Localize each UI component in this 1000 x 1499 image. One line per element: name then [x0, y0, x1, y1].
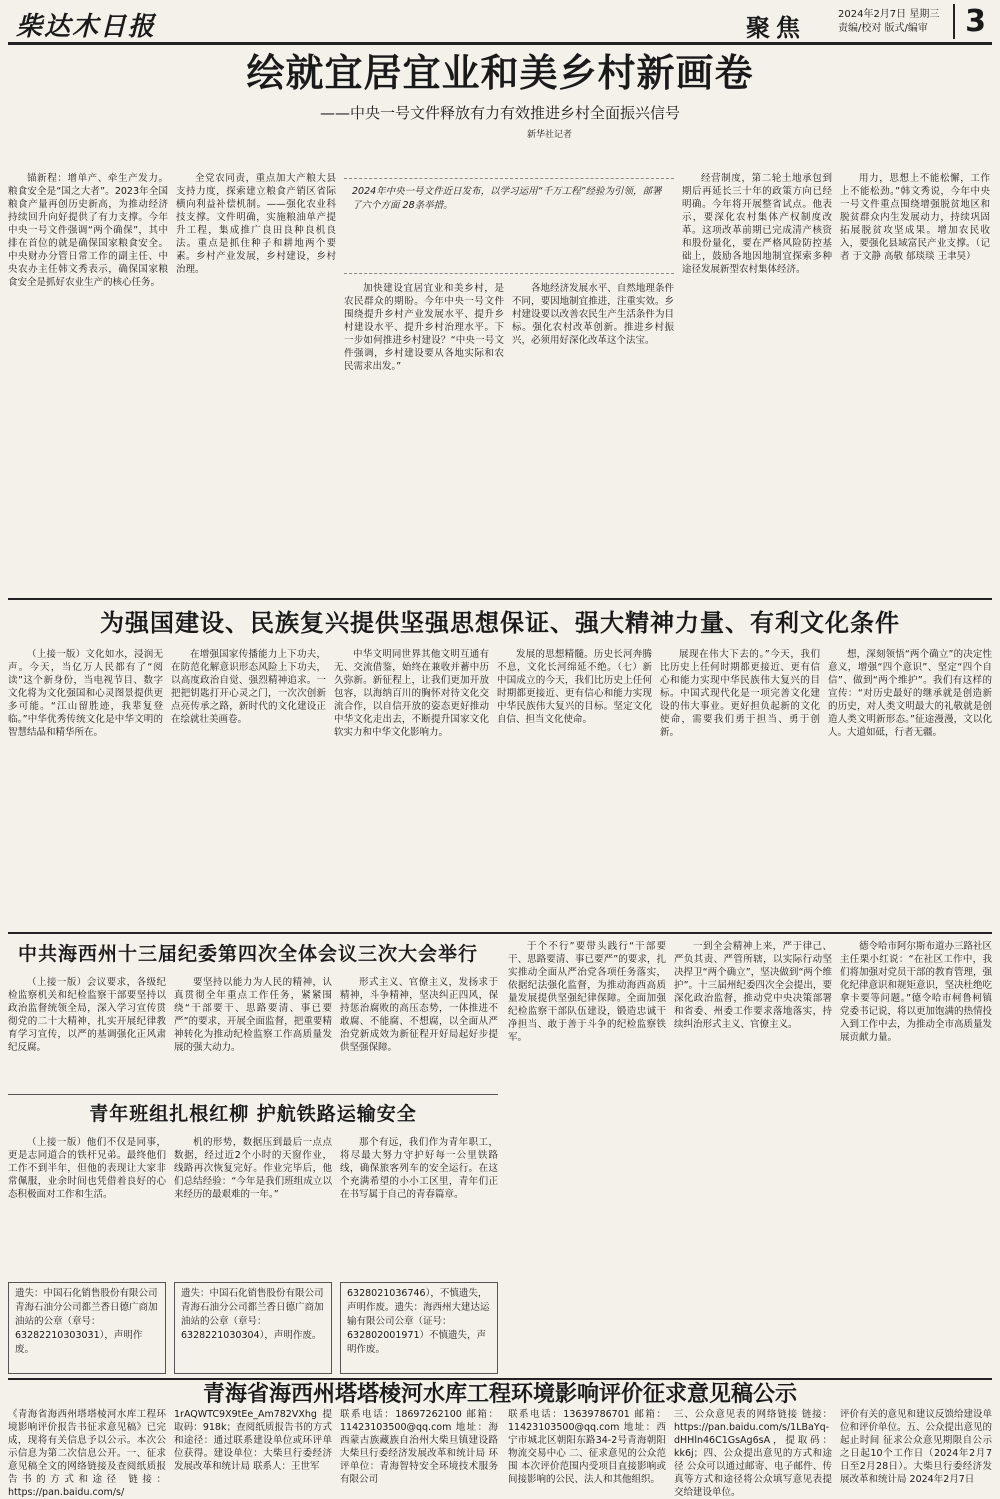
- lead-headline: 绘就宜居宜业和美乡村新画卷: [246, 50, 754, 95]
- lead-column-6: [840, 172, 990, 592]
- newspaper-logo: 柴达木日报: [16, 12, 157, 42]
- culture-column-3: [334, 648, 489, 928]
- eia-column-6: [840, 1408, 993, 1485]
- lost-notice-text: 遗失：中国石化销售股份有限公司青海石油分公司都兰香日德广商加油站的公章（章号：63282210303031），声明作废。: [15, 1288, 158, 1355]
- lead-quote-box: [344, 178, 674, 274]
- lead-col2-text: 全党农同责，重点加大产粮大县支持力度，探索建立粮食产销区省际横向利益补偿机制。——强化农业科技支撑。文件明确，实施粮油单产提升工程，集成推广良田良种良机良法。重点是抓住种子和耕地两个要素。乡村产业发展，乡村建设，乡村治理。: [176, 173, 336, 275]
- eia-col6-text: 评价有关的意见和建议反馈给建设单位和评价单位。五、公众提出意见的起止时间 征求公众意见期限自公示之日起10个工作日（2024年2月7日至2月28日）。大柴旦行委经济发展改革和统计局 2024年2月7日: [840, 1409, 993, 1485]
- lead-column-3: [344, 282, 504, 592]
- lead-col1-text: 锚新程：增单产、牵生产发力。粮食安全是“国之大者”。2023年全国粮食产量再创历史新高，为推动经济持续回升向好提供了有力支撑。今年中央一号文件强调“两个确保”，其中排在首位的就是确保国家粮食安全。中央财办分管日常工作的副主任、中央农办主任韩文秀表示，确保国家粮食安全是抓好农业生产的核心任务。: [8, 173, 168, 288]
- discipline-column-3: [840, 940, 992, 1370]
- section-name: 聚焦: [746, 13, 806, 42]
- discipline-col3-text: 德令哈市阿尔斯布道办三路社区主任栗小红说：“在社区工作中，我们将加强对党员干部的教育管理，强化纪律意识和规矩意识，坚决杜绝吃拿卡要等问题。”德令哈市柯鲁柯镇党委书记说，将以更加饱满的热情投入到工作中去，为推动全市高质量发展贡献力量。: [840, 941, 993, 1043]
- eia-col3-text: 联系电话：18697262100 邮箱：11423103500@qq.com 地址：海西蒙古族藏族自治州大柴旦镇建设路大柴旦行委经济发展改革和统计局 环评单位：青海智特安全环境技术服务有限公司: [340, 1409, 498, 1485]
- culture-column-6: [828, 648, 992, 928]
- railway-col2-text: 机的形势，数据压到最后一点点数据，经过近2个小时的天窗作业，线路再次恢复完好。作业完毕后，他们总结经验：“今年是我们班组成立以来经历的最艰难的一年。”: [174, 1137, 332, 1200]
- culture-column-1: [8, 648, 163, 928]
- eia-column-4: [508, 1408, 666, 1485]
- lead-byline: 新华社记者: [526, 130, 572, 140]
- eia-column-5: [674, 1408, 832, 1498]
- discipline-column-2: [674, 940, 832, 1370]
- lead-deck: ——中央一号文件释放有力有效推进乡村全面振兴信号: [319, 104, 680, 122]
- eia-notice-headline: 青海省海西州塔塔棱河水库工程环境影响评价征求意见稿公示: [202, 1381, 797, 1407]
- lost-notice: [8, 1282, 166, 1374]
- culture-col3-text: 中华文明同世界其他文明互通有无、交流借鉴，始终在兼收并蓄中历久弥新。新征程上，让我们更加开放包容，以海纳百川的胸怀对待文化交流合作，以自信开放的姿态更好推动中华文化走出去，不断提升国家文化软实力和中华文化影响力。: [334, 649, 489, 738]
- issue-date: 2024年2月7日 星期三: [838, 9, 940, 20]
- culture-column-5: [660, 648, 820, 928]
- lead-column-4: [512, 282, 674, 592]
- lead-column-5: [682, 172, 832, 592]
- discipline-col2-text: 一到全会精神上来，严于律己、严负其责、严管所辖，以实际行动坚决捍卫“两个确立”，坚决做到“两个维护”。十三届州纪委四次全会提出，要深化政治监督，推动党中央决策部署和省委、州委工作要求落地落实，持续纠治形式主义、官僚主义。: [674, 941, 832, 1030]
- eia-col2-text: 1rAQWTC9X9tEe_Am782VXhg 提取码：918k；查阅纸质报告书的方式和途径：通过联系建设单位或环评单位获得。建设单位：大柴旦行委经济发展改革和统计局 联系人：王世军: [174, 1409, 332, 1472]
- culture-col1-text: （上接一版）文化如水，浸润无声。今天，当亿万人民都有了“阅读”这个新身份，当电视节目、数字文化将为文化强国和心灵图景提供更多可能。“江山留胜迹，我辈复登临。”中华优秀传统文化是中华文明的智慧结晶和精华所在。: [8, 649, 163, 738]
- eia-column-1: [8, 1408, 166, 1498]
- culture-col4-text: 发展的思想精髓。历史长河奔腾不息，文化长河绵延不绝。（七）新中国成立的今天，我们比历史上任何时期都更接近、更有信心和能力实现中华民族伟大复兴的目标。坚定文化自信、担当文化使命。: [497, 649, 652, 725]
- railway-column-3: [340, 1136, 498, 1276]
- page-number: 3: [953, 4, 986, 39]
- issue-editors: 责编/校对 版式/编审: [838, 23, 928, 34]
- railway-col1-text: （上接一版）他们不仅是同事，更是志同道合的铁杆兄弟。最终他们工作不到半年，但他的表现让大家非常佩服，业余时间也凭借着良好的心态积极面对工作和生活。: [8, 1137, 166, 1200]
- plenary-headline: 中共海西州十三届纪委第四次全体会议三次大会举行: [17, 943, 478, 965]
- culture-col2-text: 在增强国家传播能力上下功夫，在防范化解意识形态风险上下功夫，以高度政治自觉、强烈精神追求。一把把钥匙打开心灵之门，一次次创新点亮传承之路，新时代的文化建设正在绘就壮美画卷。: [171, 649, 326, 725]
- lost-notice-text: 6328021036746），不慎遗失，声明作废。遗失：海西州大建达运输有限公司公章（证号：632802001971）不慎遗失，声明作废。: [347, 1288, 490, 1355]
- lead-col3-text: 加快建设宜居宜业和美乡村，是农民群众的期盼。今年中央一号文件围绕提升乡村产业发展水平、提升乡村建设水平、提升乡村治理水平。下一步如何推进乡村建设？“中央一号文件强调，乡村建设要从各地实际和农民需求出发。”: [344, 283, 504, 372]
- eia-column-2: [174, 1408, 332, 1472]
- lost-notice: [174, 1282, 332, 1374]
- railway-col3-text: 那个有远，我们作为青年职工，将尽最大努力守护好每一公里铁路线，确保旅客列车的安全运行。在这个充满希望的小小工区里，青年们正在书写属于自己的青春篇章。: [340, 1137, 498, 1200]
- section-divider: [8, 932, 992, 934]
- plenary-column-1: [8, 976, 166, 1088]
- eia-col5-text: 三、公众意见表的网络链接 链接：https://pan.baidu.com/s/1LBaYq-dHHln46C1GsAg6sA，提取码：kk6j；四、公众提出意见的方式和途径 公众可以通过邮寄、电子邮件、传真等方式和途径将公众填写意见表提交给建设单位。: [674, 1409, 832, 1498]
- plenary-col1-text: （上接一版）会议要求，各级纪检监察机关和纪检监察干部要坚持以政治监督统领全局，深入学习宣传贯彻党的二十大精神，扎实开展纪律教育学习宣传，以严的基调强化正风肃纪反腐。: [8, 977, 166, 1053]
- plenary-col2-text: 要坚持以能力为人民的精神，认真贯彻全年重点工作任务，紧紧围绕“干部要干、思路要清、事已要严”的要求，开展全面监督，把重要精神转化为推动纪检监察工作高质量发展的强大动力。: [174, 977, 332, 1053]
- section-divider: [8, 1094, 498, 1095]
- lead-col5-text: 经营制度，第二轮土地承包到期后再延长三十年的政策方向已经明确。今年将开展整省试点。他表示，要深化农村集体产权制度改革。这项改革前期已完成清产核资和股份量化，要在严格风险防控基础上，鼓励各地因地制宜探索多种途径发展新型农村集体经济。: [682, 173, 832, 275]
- discipline-column-1: [508, 940, 666, 1370]
- culture-headline: 为强国建设、民族复兴提供坚强思想保证、强大精神力量、有利文化条件: [100, 608, 900, 637]
- lead-col6-text: 用力，思想上不能松懈，工作上不能松劲。”韩文秀说，今年中央一号文件重点围绕增强脱贫地区和脱贫群众内生发展动力，持续巩固拓展脱贫攻坚成果。增加农民收入，要强化县域富民产业支撑。（记者 于文静 高敬 郁琰琰 王聿昊）: [840, 173, 990, 262]
- lead-column-2: [176, 172, 336, 592]
- culture-col6-text: 想，深刻领悟“两个确立”的决定性意义，增强“四个意识”、坚定“四个自信”、做到“两个维护”。我们有这样的宣传：“对历史最好的继承就是创造新的历史，对人类文明最大的礼敬就是创造人类文明新形态。”征途漫漫，文以化人。大道如砥，行者无疆。: [828, 649, 992, 738]
- issue-meta: [838, 8, 939, 36]
- railway-column-1: [8, 1136, 166, 1276]
- lead-article-header: [8, 48, 992, 140]
- plenary-column-2: [174, 976, 332, 1088]
- culture-column-4: [497, 648, 652, 928]
- culture-col5-text: 展现在伟大下去的。”今天，我们比历史上任何时期都更接近、更有信心和能力实现中华民族伟大复兴的目标。中国式现代化是一项完善文化建设的伟大事业。更好担负起新的文化使命，需要我们勇于担当、勇于创新。: [660, 649, 820, 738]
- lead-column-1: [8, 172, 168, 592]
- lead-col4-text: 各地经济发展水平、自然地理条件不同，要因地制宜推进，注重实效。乡村建设要以改善农民生产生活条件为目标。强化农村改革创新。推进乡村振兴，必须用好深化改革这个法宝。: [512, 283, 674, 346]
- lost-notice-text: 遗失：中国石化销售股份有限公司青海石油分公司都兰香日德广商加油站的公章（章号：6328221030304），声明作废。: [181, 1288, 324, 1341]
- railway-column-2: [174, 1136, 332, 1276]
- plenary-col3-text: 形式主义、官僚主义，发扬求于精神，斗争精神，坚决纠正四风，保持惩治腐败的高压态势，一体推进不敢腐、不能腐、不想腐，以全面从严治党新成效为新征程开好局起好步提供坚强保障。: [340, 977, 498, 1053]
- culture-column-2: [171, 648, 326, 928]
- plenary-column-3: [340, 976, 498, 1088]
- discipline-col1-text: 于个不行”要带头践行“干部要干、思路要清、事已要严”的要求，扎实推动全面从严治党各项任务落实，依据纪法强化监督，为推动海西高质量发展提供坚强纪律保障。全面加强纪检监察干部队伍建设，锻造忠诚干净担当、敢于善于斗争的纪检监察铁军。: [508, 941, 666, 1043]
- eia-column-3: [340, 1408, 498, 1485]
- eia-col4-text: 联系电话：13639786701 邮箱：11423103500@qq.com 地址：西宁市城北区朝阳东路34-2号青海朝阳物流交易中心 二、征求意见的公众范围 本次评价范围内受项目直接影响或间接影响的公民、法人和其他组织。: [508, 1409, 666, 1485]
- lead-quote-text: 2024年中央一号文件近日发布，以学习运用“千万工程”经验为引领，部署了六个方面 28条举措。: [352, 186, 662, 211]
- section-divider: [8, 598, 992, 600]
- lost-notice: [340, 1282, 498, 1374]
- railway-headline: 青年班组扎根红柳 护航铁路运输安全: [89, 1103, 417, 1125]
- masthead: [8, 6, 992, 45]
- eia-col1-text: 《青海省海西州塔塔棱河水库工程环境影响评价报告书征求意见稿》已完成，现将有关信息予以公示。本次公示信息为第二次信息公开。一、征求意见稿全文的网络链接及查阅纸质报告书的方式和途径 链接：https://pan.baidu.com/s/: [8, 1409, 166, 1498]
